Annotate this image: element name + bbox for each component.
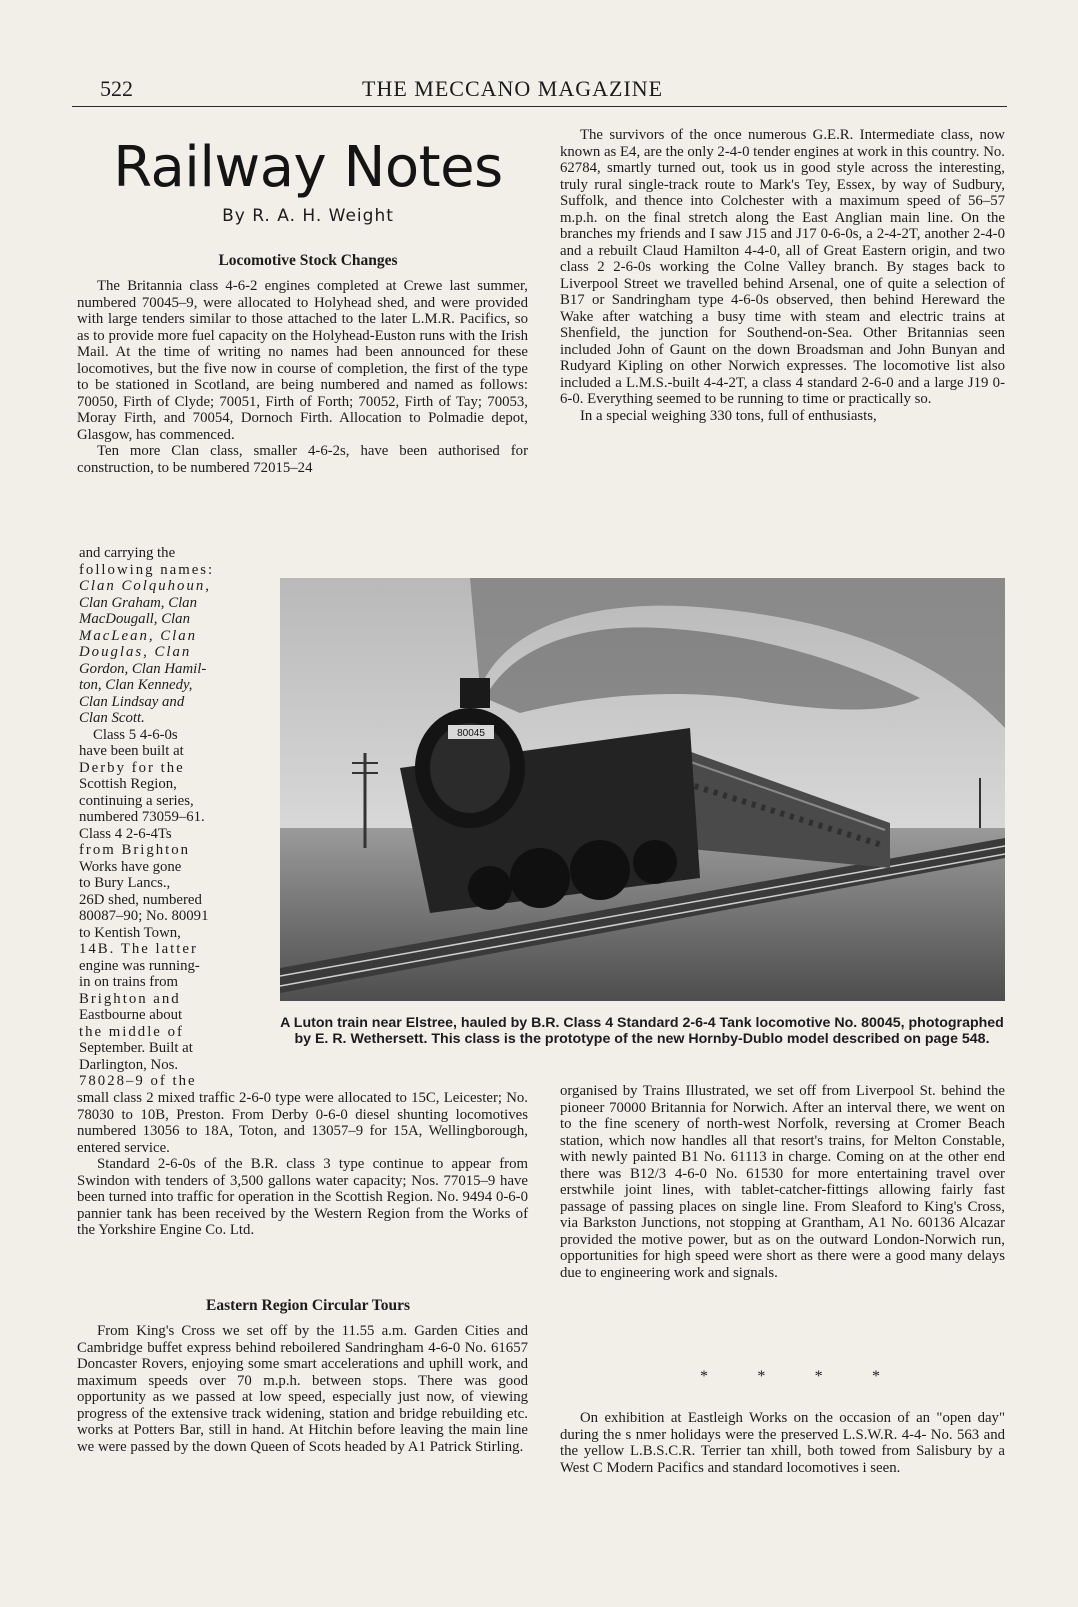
train-photo-image bbox=[280, 578, 1005, 1001]
divider-star: * bbox=[700, 1368, 708, 1385]
divider-star: * bbox=[814, 1368, 823, 1385]
page-header bbox=[72, 72, 1007, 107]
text-line: ton, Clan Kennedy, bbox=[79, 677, 193, 693]
text-line: Class 4 2-6-4Ts bbox=[79, 825, 172, 842]
right-column-top bbox=[560, 127, 1005, 424]
text-line: numbered 73059–61. bbox=[79, 809, 205, 825]
right-column-end bbox=[560, 1410, 1005, 1476]
text-line: Douglas, Clan bbox=[79, 644, 192, 660]
text-line: the middle of bbox=[79, 1023, 184, 1040]
text-line: Eastbourne about bbox=[79, 1007, 183, 1023]
title-block bbox=[72, 135, 544, 226]
paragraph: Ten more Clan class, smaller 4-6-2s, have been authorised for construction, to be numbered 72015–24 bbox=[77, 443, 528, 476]
text-line: Clan Scott. bbox=[79, 710, 145, 726]
chimney bbox=[460, 678, 490, 708]
text-line: 14B. The latter bbox=[79, 941, 198, 957]
text-line: Clan Graham, Clan bbox=[79, 594, 197, 611]
page-number: 522 bbox=[100, 76, 133, 101]
text-line: from Brighton bbox=[79, 842, 191, 858]
text-line: Class 5 4-6-0s bbox=[93, 726, 178, 743]
text-line: 78028–9 of the bbox=[79, 1073, 197, 1089]
divider-star: * bbox=[757, 1368, 766, 1385]
text-line: following names: bbox=[79, 561, 215, 578]
section-heading-eastern: Eastern Region Circular Tours bbox=[206, 1297, 410, 1314]
text-line: 80087–90; No. 80091 bbox=[79, 908, 209, 924]
smokebox-number: 80045 bbox=[457, 728, 485, 739]
byline: By R. A. H. Weight bbox=[222, 206, 394, 226]
text-line: September. Built at bbox=[79, 1040, 193, 1056]
text-line: MacLean, Clan bbox=[79, 627, 198, 644]
paragraph: small class 2 mixed traffic 2-6-0 type were allocated to 15C, Leicester; No. 78030 to 10B, Preston. From Derby 0-6-0 diesel shunting locomotives numbered 13056 to 18A, Toton, and 13057–9 for 15A, Wellingborough, entered service. bbox=[77, 1090, 528, 1156]
text-line: to Bury Lancs., bbox=[79, 875, 171, 891]
text-line: in on trains from bbox=[79, 974, 179, 990]
article-title: Railway Notes bbox=[113, 135, 503, 200]
paragraph: The Britannia class 4-6-2 engines completed at Crewe last summer, numbered 70045–9, were allocated to Holyhead shed, and were provided with large tenders similar to those attached to the later L.M.R. Pacifics, so as to provide more fuel capacity on the Holyhead-Euston runs with the Irish Mail. At the time of writing no names had been announced for these locomotives, but the five now in course of completion, the first of the type to be stationed in Scotland, are being numbered and named as follows: 70050, Firth of Clyde; 70051, Firth of Forth; 70052, Firth of Tay; 70053, Moray Firth, and 70054, Dornoch Firth. Allocation to Polmadie depot, Glasgow, has commenced. bbox=[77, 278, 528, 443]
photo-caption: A Luton train near Elstree, hauled by B.R. Class 4 Standard 2-6-4 Tank locomotive No. 80045, photographed by E. R. Wethersett. This class is the prototype of the new Hornby-Dublo model described on page 548. bbox=[280, 1015, 1004, 1047]
paragraph: From King's Cross we set off by the 11.55 a.m. Garden Cities and Cambridge buffet express behind reboilered Sandringham 4-6-0 No. 61657 Doncaster Rovers, enjoying some smart accelerations and uphill work, and maximum speeds over 70 m.p.h. between stops. There was good opportunity as we passed at low speed, especially just now, of viewing progress of the extensive track widening, station and bridge rebuilding etc. works at Potters Bar, still in hand. At Hitchin before leaving the main line we were passed by the down Queen of Scots headed by A1 Patrick Stirling. bbox=[77, 1323, 528, 1455]
section-heading-stock: Locomotive Stock Changes bbox=[218, 252, 398, 269]
divider-star: * bbox=[871, 1368, 880, 1385]
text-line: continuing a series, bbox=[79, 792, 194, 809]
text-line: Clan Lindsay and bbox=[79, 693, 185, 710]
magazine-title: THE MECCANO MAGAZINE bbox=[362, 76, 664, 101]
paragraph: organised by Trains Illustrated, we set off from Liverpool St. behind the pioneer 70000 Britannia for Norwich. After an interval there, we went on to the fine scenery of north-west Norfolk, reversing at Cromer Beach station, which now handles all that resort's trains, for Melton Constable, with newly painted B1 No. 61113 in charge. Coming on at the other end there was B12/3 4-6-0 No. 61530 for more entertaining travel over erstwhile joint lines, with tablet-catcher-fittings allowing fairly fast passage of passing places on single line. From Sleaford to King's Cross, via Barkston Junctions, not stopping at Grantham, A1 No. 60136 Alcazar provided the motive power, but as on the outward London-Norwich run, opportunities for high speed were short as there were a good many delays due to engineering work and signals. bbox=[560, 1083, 1005, 1281]
text-line: Scottish Region, bbox=[79, 776, 177, 792]
text-line: Derby for the bbox=[79, 759, 185, 776]
text-line: Clan Colquhoun, bbox=[79, 578, 211, 594]
train-photo bbox=[280, 578, 1005, 1001]
text-line: have been built at bbox=[79, 743, 184, 759]
left-column-bottom bbox=[77, 1090, 528, 1239]
text-line: engine was running- bbox=[79, 957, 200, 974]
left-column-top bbox=[77, 278, 528, 476]
text-line: Works have gone bbox=[79, 858, 182, 875]
text-line: to Kentish Town, bbox=[79, 924, 181, 941]
right-column-bottom bbox=[560, 1083, 1005, 1281]
text-line: and carrying the bbox=[79, 545, 176, 561]
paragraph: The survivors of the once numerous G.E.R. Intermediate class, now known as E4, are the only 2-4-0 tender engines at work in this country. No. 62784, smartly turned out, took us in good style across the interesting, truly rural single-track route to Mark's Tey, Essex, by way of Sudbury, Suffolk, and thence into Colchester with a maximum speed of 56–57 m.p.h. on the final stretch along the East Anglian main line. On the branches my friends and I saw J15 and J17 0-6-0s, a 2-4-2T, another 2-4-0 and a rebuilt Claud Hamilton 4-4-0, all of Great Eastern origin, and two class 2 2-6-0s working the Colne Valley branch. By stages back to Liverpool Street we travelled behind Arsenal, one of quite a selection of B17 or Sandringham type 4-6-0s observed, then behind Hereward the Wake after watching a busy time with steam and electric trains at Shenfield, the junction for Southend-on-Sea. Other Britannias seen included John of Gaunt on the down Broadsman and John Bunyan and Rudyard Kipling on other Norwich expresses. The locomotive list also included a L.M.S.-built 4-4-2T, a class 4 standard 2-6-0 and a large J19 0-6-0. Everything seemed to be running to time or practically so. bbox=[560, 127, 1005, 407]
text-line: MacDougall, Clan bbox=[79, 611, 190, 627]
text-line: Brighton and bbox=[79, 990, 181, 1007]
text-line: Gordon, Clan Hamil- bbox=[79, 660, 207, 677]
paragraph: Standard 2-6-0s of the B.R. class 3 type continue to appear from Swindon with tenders of 3,500 gallons water capacity; Nos. 77015–9 have been turned into traffic for operation in the Scottish Region. No. 9494 0-6-0 pannier tank has been received by the Western Region from the Works of the Yorkshire Engine Co. Ltd. bbox=[77, 1156, 528, 1238]
left-column-end bbox=[77, 1323, 528, 1455]
section-divider-stars bbox=[700, 1368, 880, 1386]
text-line: Darlington, Nos. bbox=[79, 1056, 179, 1073]
paragraph: On exhibition at Eastleigh Works on the occasion of an "open day" during the s nmer holidays were the preserved L.S.W.R. 4-4- No. 563 and the yellow L.B.S.C.R. Terrier tan xhill, both towed from Salisbury by a West C Modern Pacifics and standard locomotives i seen. bbox=[560, 1410, 1005, 1476]
text-line: 26D shed, numbered bbox=[79, 891, 202, 908]
left-column-narrow bbox=[79, 545, 244, 1090]
paragraph: In a special weighing 330 tons, full of enthusiasts, bbox=[580, 407, 877, 424]
